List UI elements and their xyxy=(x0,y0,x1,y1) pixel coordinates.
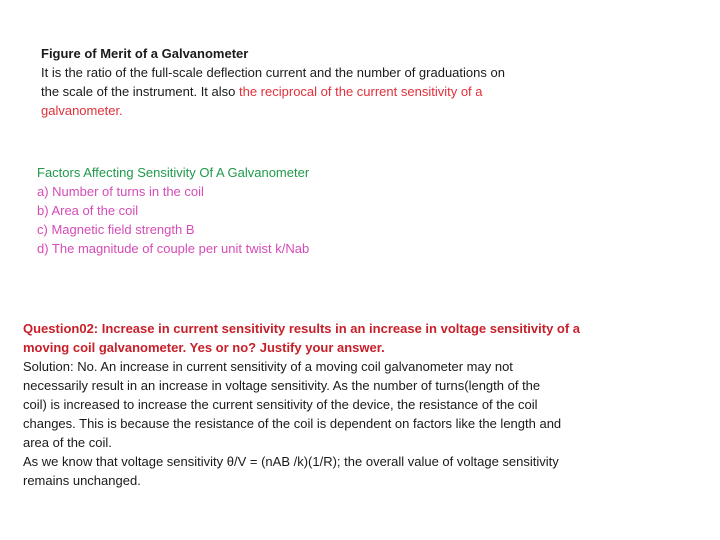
solution-line: necessarily result in an increase in voltage sensitivity. As the number of turns(length of the xyxy=(23,378,541,393)
figure-of-merit-line-1: It is the ratio of the full-scale deflection current and the number of graduations on xyxy=(41,65,505,80)
factors-heading: Factors Affecting Sensitivity Of A Galvanometer xyxy=(37,165,310,180)
factor-item: c) Magnetic field strength B xyxy=(37,222,195,237)
solution-line: coil) is increased to increase the current sensitivity of the device, the resistance of the coil xyxy=(23,397,538,412)
figure-of-merit-section xyxy=(41,44,681,120)
factors-section xyxy=(37,163,677,258)
solution-line: Solution: No. An increase in current sensitivity of a moving coil galvanometer may not xyxy=(23,359,513,374)
factor-item: a) Number of turns in the coil xyxy=(37,184,204,199)
figure-of-merit-line-2-plain: the scale of the instrument. It also xyxy=(41,84,239,99)
solution-line: As we know that voltage sensitivity θ/V = (nAB /k)(1/R); the overall value of voltage sensitivity xyxy=(23,454,559,469)
question-section xyxy=(23,319,713,490)
question-line-1: Question02: Increase in current sensitivity results in an increase in voltage sensitivity of a xyxy=(23,321,581,336)
figure-of-merit-heading: Figure of Merit of a Galvanometer xyxy=(41,46,249,61)
factor-item: b) Area of the coil xyxy=(37,203,139,218)
solution-line: area of the coil. xyxy=(23,435,112,450)
question-line-2: moving coil galvanometer. Yes or no? Justify your answer. xyxy=(23,340,385,355)
figure-of-merit-line-3: galvanometer. xyxy=(41,103,123,118)
figure-of-merit-line-2-highlight: the reciprocal of the current sensitivity of a xyxy=(239,84,483,99)
factor-item: d) The magnitude of couple per unit twist k/Nab xyxy=(37,241,310,256)
solution-line: changes. This is because the resistance of the coil is dependent on factors like the length and xyxy=(23,416,562,431)
figure-of-merit-line-2 xyxy=(41,82,681,101)
solution-line: remains unchanged. xyxy=(23,473,141,488)
